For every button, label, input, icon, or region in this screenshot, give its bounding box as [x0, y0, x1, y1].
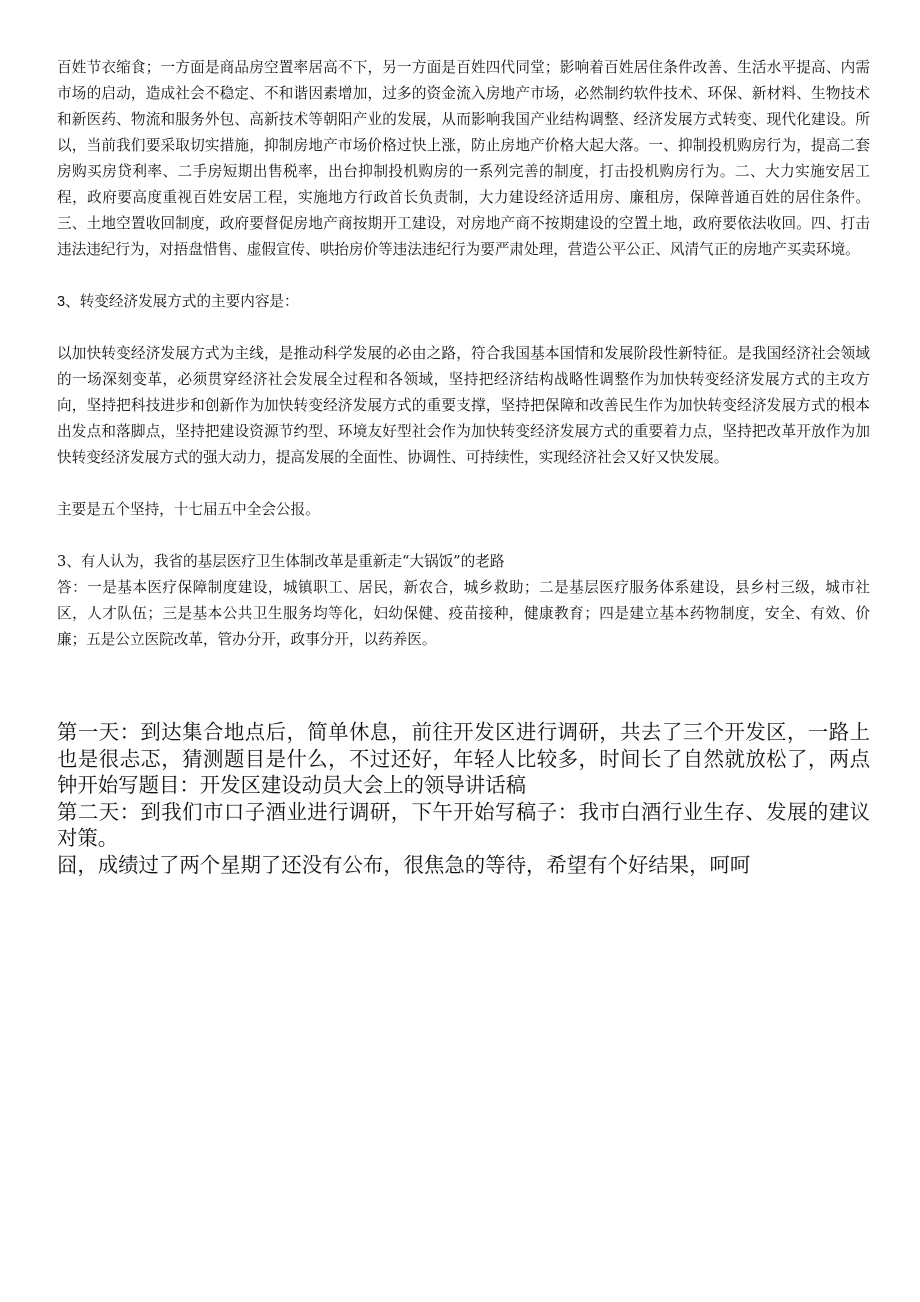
paragraph-economic-development: 以加快转变经济发展方式为主线，是推动科学发展的必由之路，符合我国基本国情和发展阶段性新特征。是我国经济社会领域的一场深刻变革，必须贯穿经济社会发展全过程和各领域，坚持把经济结构战略性调整作为加快转变经济发展方式的主攻方向，坚持把科技进步和创新作为加快转变经济发展方式的重要支撑，坚持把保障和改善民生作为加快转变经济发展方式的根本出发点和落脚点，坚持把建设资源节约型、环境友好型社会作为加快转变经济发展方式的重要着力点，坚持把改革开放作为加快转变经济发展方式的强大动力，提高发展的全面性、协调性、可持续性，实现经济社会又好又快发展。 — [57, 345, 870, 466]
paragraph-housing: 百姓节衣缩食；一方面是商品房空置率居高不下，另一方面是百姓四代同堂；影响着百姓居住条件改善、生活水平提高、内需市场的启动，造成社会不稳定、不和谐因素增加，过多的资金流入房地产市场，必然制约软件技术、环保、新材料、生物技术和新医药、物流和服务外包、高新技术等朝阳产业的发展，从而影响我国产业结构调整、经济发展方式转变、现代化建设。所以，当前我们要采取切实措施，抑制房地产市场价格过快上涨，防止房地产价格大起大落。一、抑制投机购房行为，提高二套房购买房贷利率、二手房短期出售税率，出台抑制投机购房的一系列完善的制度，打击投机购房行为。二、大力实施安居工程，政府要高度重视百姓安居工程，实施地方行政首长负责制，大力建设经济适用房、廉租房，保障普通百姓的居住条件。三、土地空置收回制度，政府要督促房地产商按期开工建设，对房地产商不按期建设的空置土地，政府要依法收回。四、打击违法违纪行为，对捂盘惜售、虚假宣传、哄抬房价等违法违纪行为要严肃处理，营造公平公正、风清气正的房地产买卖环境。 — [57, 59, 870, 258]
diary-section — [57, 719, 870, 878]
diary-day-two: 第二天：到我们市口子酒业进行调研，下午开始写稿子：我市白酒行业生存、发展的建议对策。 — [57, 799, 870, 850]
diary-day-one: 第一天：到达集合地点后，简单休息，前往开发区进行调研，共去了三个开发区，一路上也是很忐忑，猜测题目是什么，不过还好，年轻人比较多，时间长了自然就放松了，两点钟开始写题目：开发区建设动员大会上的领导讲话稿 — [57, 720, 870, 797]
section-heading-economic-development: 3、转变经济发展方式的主要内容是： — [57, 294, 299, 310]
paragraph-five-principles: 主要是五个坚持，十七届五中全会公报。 — [57, 501, 320, 518]
diary-result-note: 囧，成绩过了两个星期了还没有公布，很焦急的等待，希望有个好结果，呵呵 — [57, 852, 751, 877]
paragraph-medical-reform-answer: 答：一是基本医疗保障制度建设，城镇职工、居民，新农合，城乡救助；二是基层医疗服务体系建设，县乡村三级，城市社区，人才队伍；三是基本公共卫生服务均等化，妇幼保健、疫苗接种，健康教育；四是建立基本药物制度，安全、有效、价廉；五是公立医院改革，管办分开，政事分开，以药养医。 — [57, 579, 870, 648]
section-heading-medical-reform: 3、有人认为，我省的基层医疗卫生体制改革是重新走“大锅饭”的老路 — [57, 553, 505, 570]
